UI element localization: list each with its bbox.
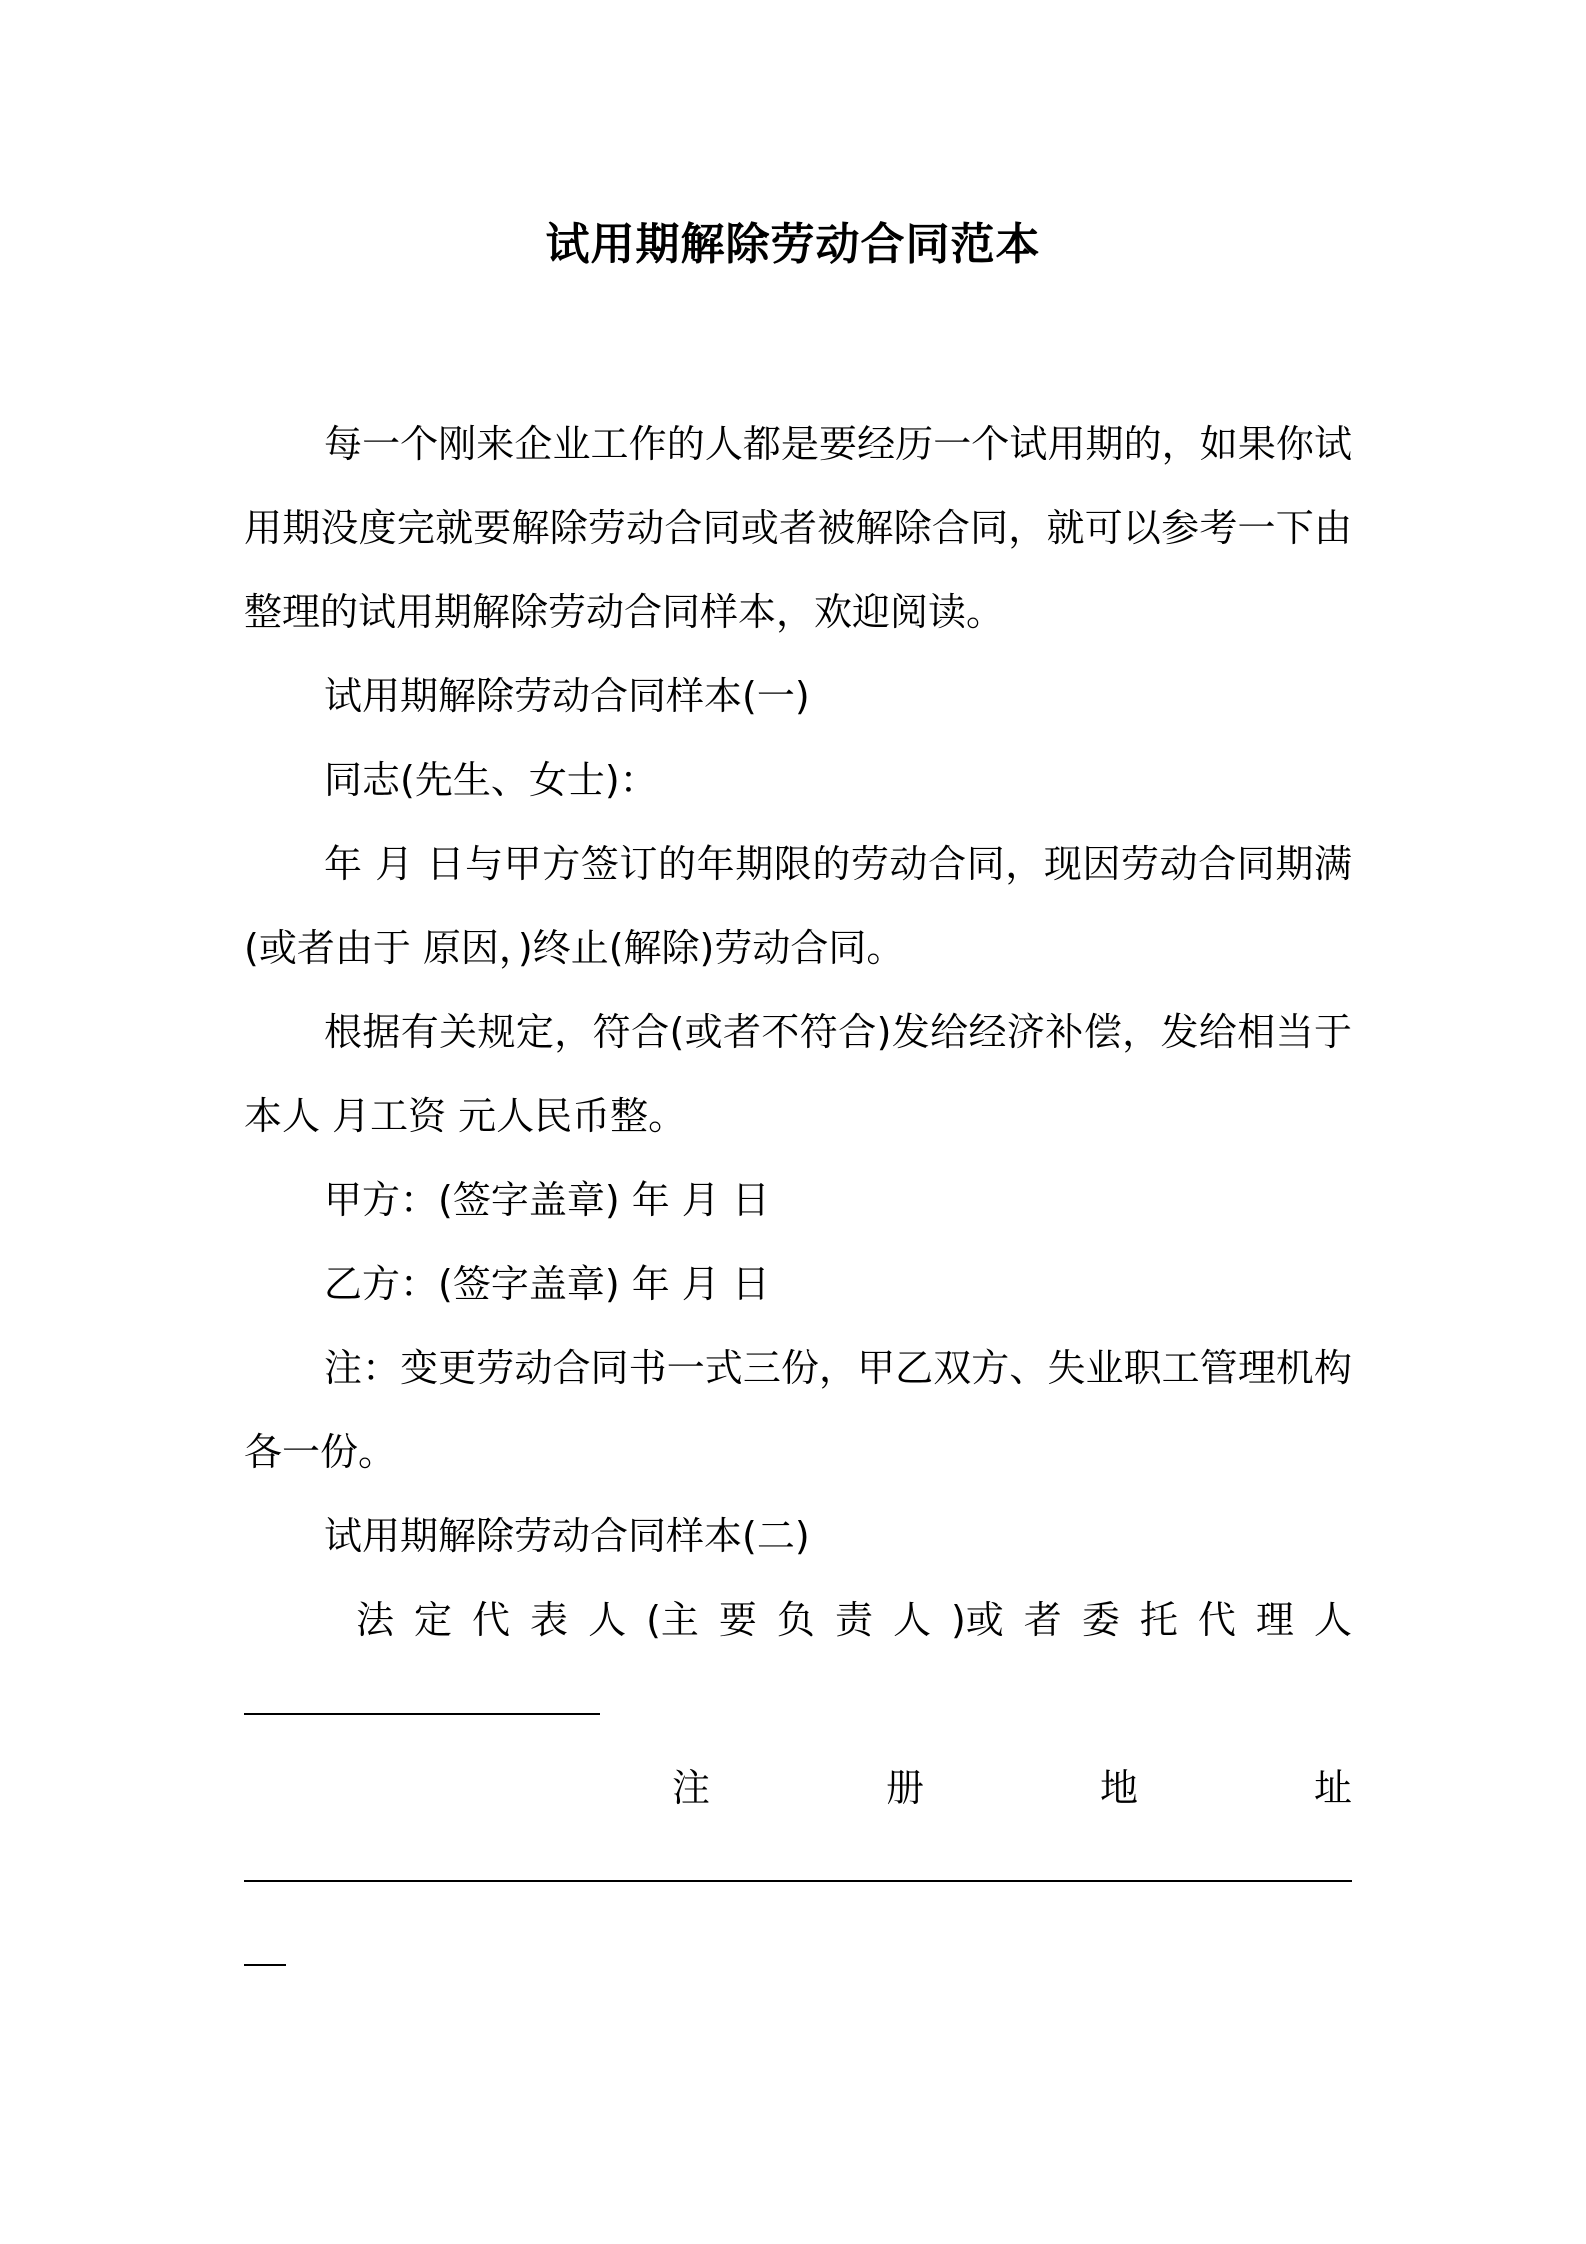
- legal-representative-char: 表: [530, 1598, 569, 1642]
- legal-representative-char: 委: [1081, 1598, 1120, 1642]
- legal-representative-char: 理: [1255, 1598, 1294, 1642]
- legal-representative-char: 代: [1197, 1598, 1236, 1642]
- representative-blank-line: [244, 1713, 600, 1715]
- address-blank-line: [244, 1880, 1352, 1882]
- legal-representative-char: 定: [414, 1598, 453, 1642]
- legal-representative-char: 人: [588, 1598, 627, 1642]
- registered-address-char: 册: [885, 1766, 924, 1810]
- legal-representative-char: 责: [834, 1598, 873, 1642]
- legal-representative-char: )或: [950, 1598, 1004, 1642]
- legal-representative-char: 人: [1313, 1598, 1352, 1642]
- party-b-signature-line: 乙方：(签字盖章) 年 月 日: [324, 1262, 770, 1306]
- legal-representative-char: 托: [1139, 1598, 1178, 1642]
- sample2-heading: 试用期解除劳动合同样本(二): [324, 1514, 810, 1558]
- legal-representative-label: [356, 1578, 1352, 1662]
- sample1-paragraph-compensation: 根据有关规定，符合(或者不符合)发给经济补偿，发给相当于本人 月工资 元人民币整。: [244, 1010, 1352, 1138]
- registered-address-char: 址: [1313, 1766, 1352, 1810]
- legal-representative-char: 负: [776, 1598, 815, 1642]
- sample1-salutation: 同志(先生、女士)：: [324, 758, 658, 802]
- party-a-signature-line: 甲方：(签字盖章) 年 月 日: [324, 1178, 770, 1222]
- legal-representative-char: 要: [718, 1598, 757, 1642]
- sample1-paragraph-term: 年 月 日与甲方签订的年期限的劳动合同，现因劳动合同期满(或者由于 原因，)终止(解除)劳动合同。: [244, 842, 1352, 970]
- intro-paragraph: 每一个刚来企业工作的人都是要经历一个试用期的，如果你试用期没度完就要解除劳动合同或者被解除合同，就可以参考一下由整理的试用期解除劳动合同样本，欢迎阅读。: [244, 422, 1352, 634]
- legal-representative-char: 人: [892, 1598, 931, 1642]
- legal-representative-char: 法: [356, 1598, 395, 1642]
- registered-address-char: 地: [1099, 1766, 1138, 1810]
- sample1-heading: 试用期解除劳动合同样本(一): [324, 674, 810, 718]
- document-title: 试用期解除劳动合同范本: [545, 219, 1041, 270]
- sample1-note: 注：变更劳动合同书一式三份，甲乙双方、失业职工管理机构各一份。: [244, 1346, 1352, 1474]
- registered-address-char: 注: [672, 1766, 711, 1810]
- legal-representative-char: 代: [472, 1598, 511, 1642]
- address-blank-line-continuation: [244, 1964, 286, 1966]
- legal-representative-char: 者: [1023, 1598, 1062, 1642]
- legal-representative-char: (主: [646, 1598, 699, 1642]
- registered-address-label: [672, 1746, 1352, 1830]
